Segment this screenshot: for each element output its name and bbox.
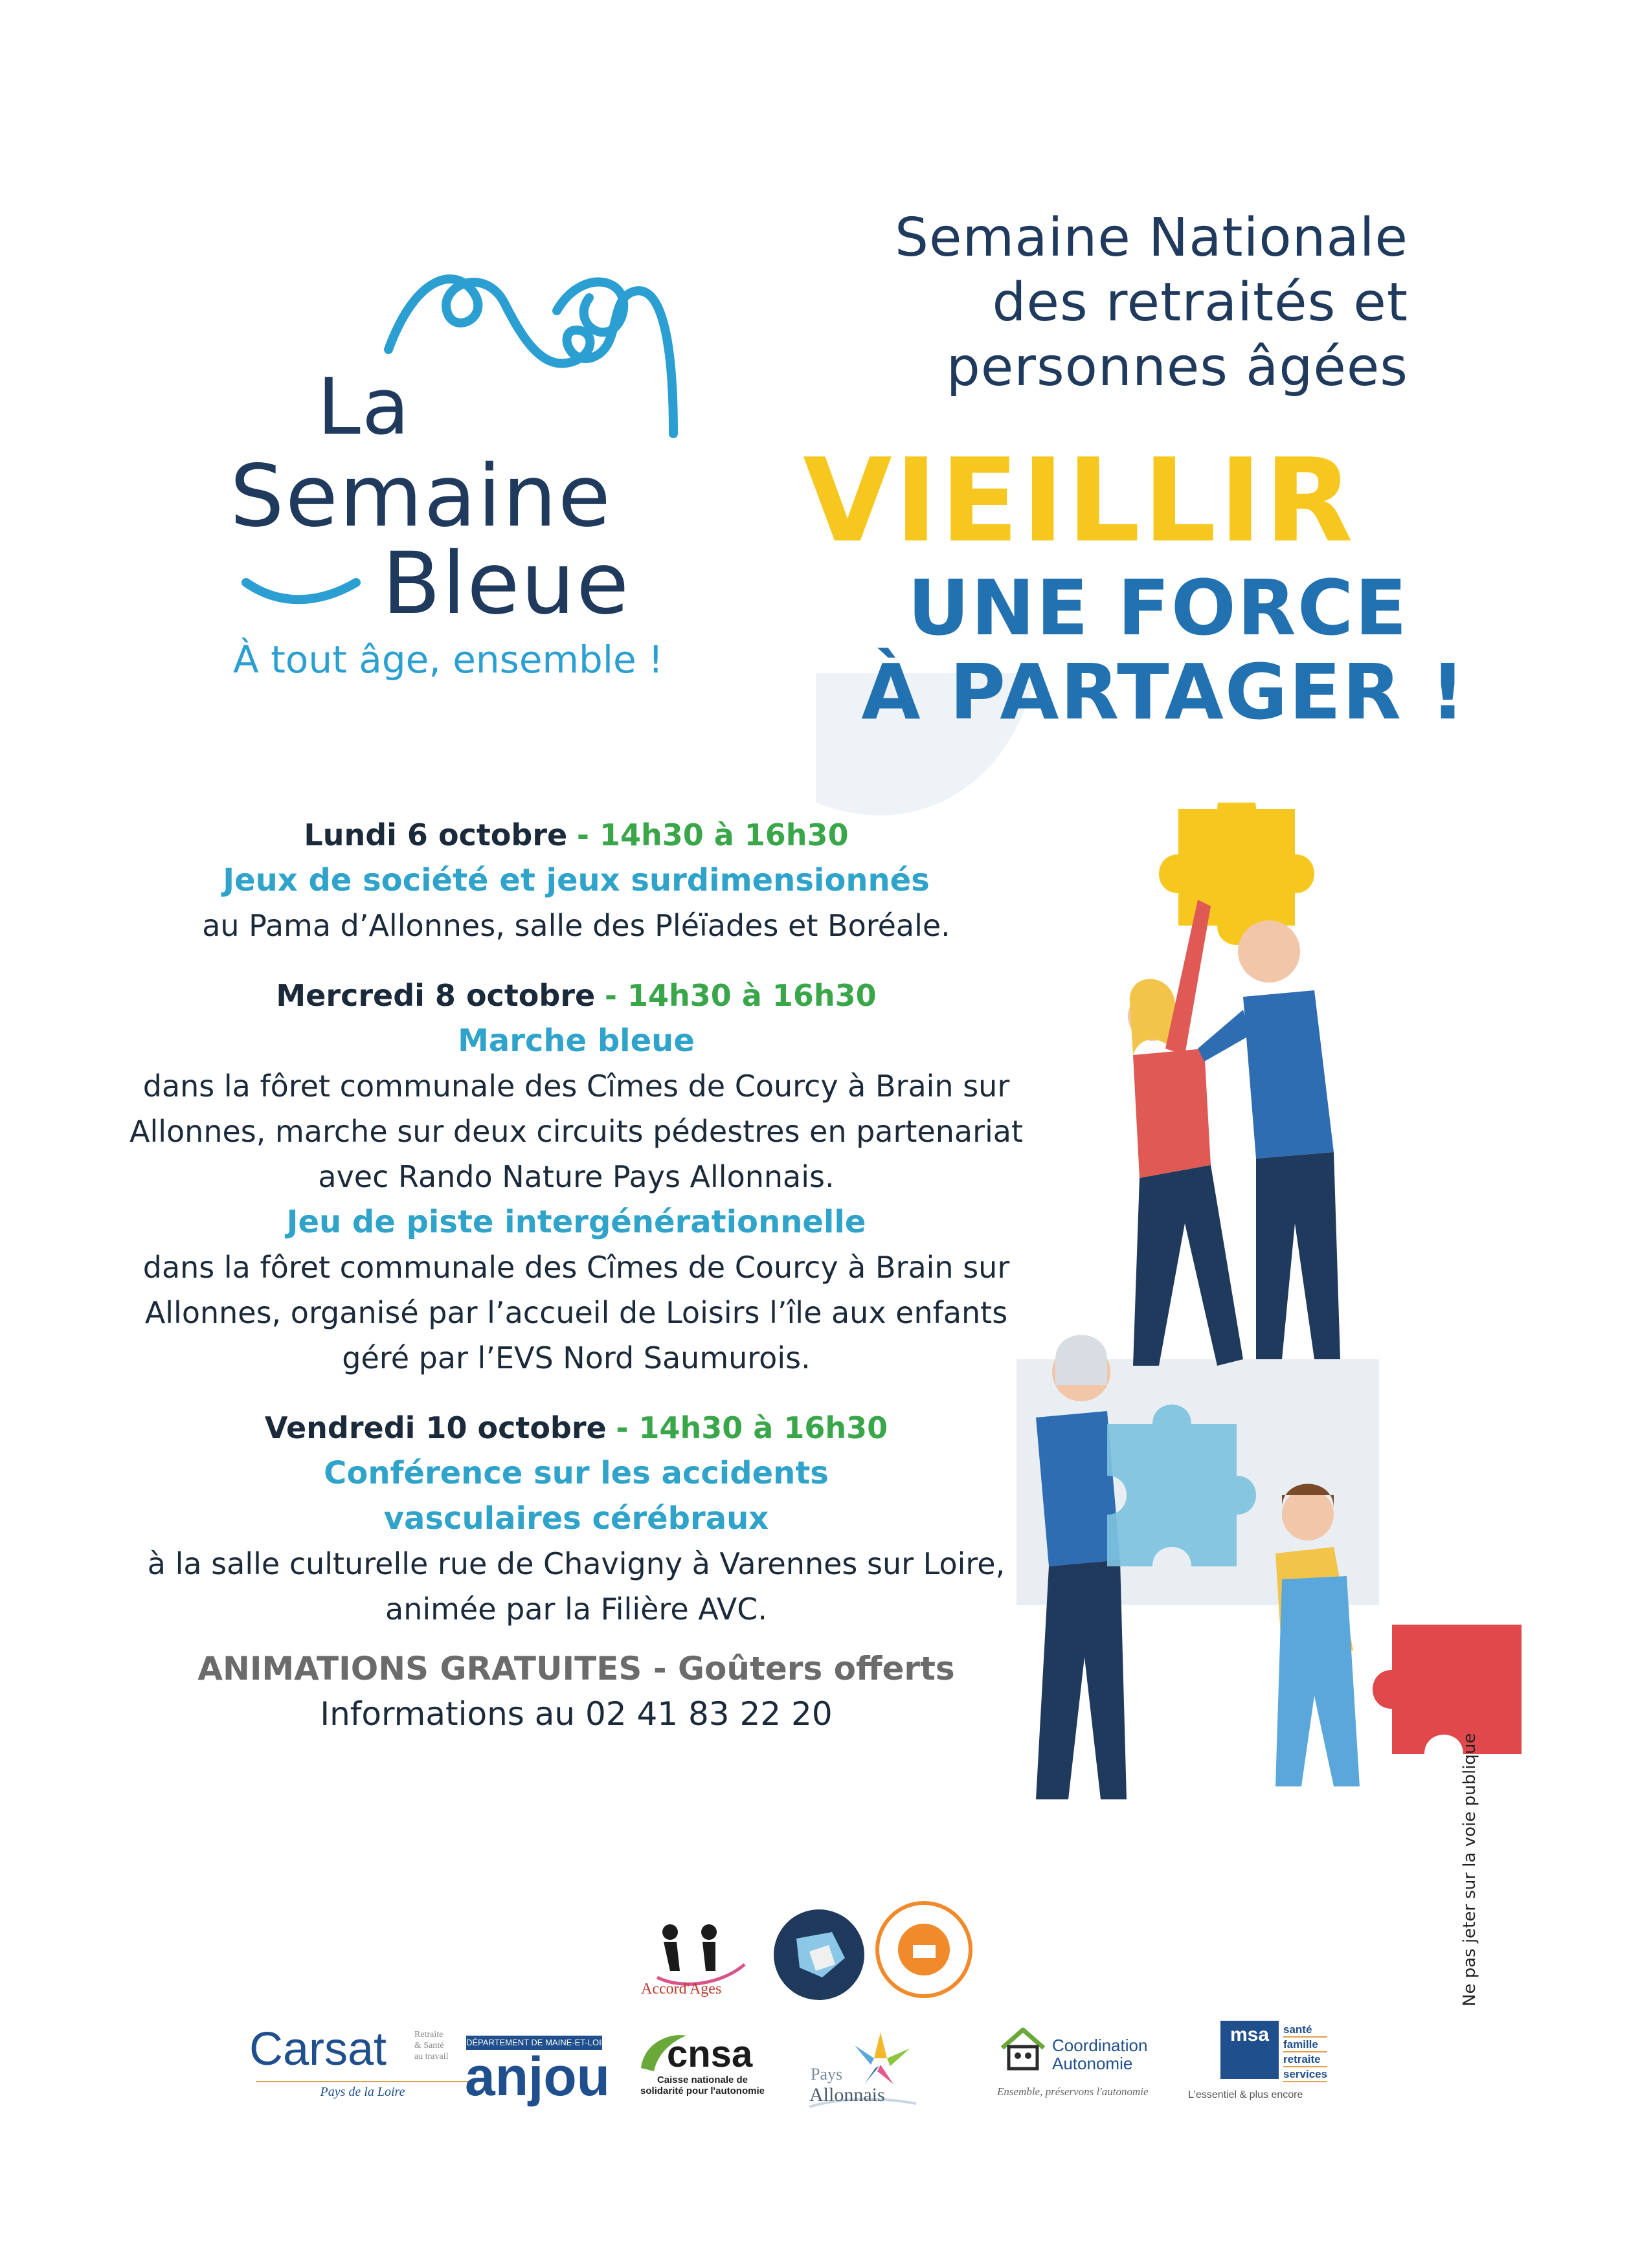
friday-event-line: vasculaires cérébraux <box>383 1500 769 1537</box>
wednesday-desc1-line: dans la fôret communale des Cîmes de Courcy à Brain sur <box>142 1069 1010 1104</box>
wednesday-heading <box>104 973 1049 1018</box>
anjou-logo-name: anjou <box>465 2046 610 2107</box>
friday-desc-line: animée par la Filière AVC. <box>385 1592 767 1627</box>
national-week-title-line-1: Semaine Nationale <box>894 207 1408 269</box>
msa-logo-box: msa <box>1220 2021 1279 2079</box>
yellow-puzzle-piece <box>1159 803 1314 945</box>
cnsa-subtitle-line: solidarité pour l'autonomie <box>640 2085 765 2096</box>
carsat-tag-line: & Santé <box>414 2041 444 2051</box>
msa-word: services <box>1283 2067 1327 2082</box>
carsat-region: Pays de la Loire <box>256 2081 469 2100</box>
coordination-house-icon <box>997 2026 1049 2071</box>
msa-tagline: L'essentiel & plus encore <box>1188 2089 1303 2100</box>
red-puzzle-piece <box>1373 1625 1522 1754</box>
logo-word-la: La <box>317 362 411 452</box>
free-animations-notice: ANIMATIONS GRATUITES - Goûters offerts <box>197 1650 955 1687</box>
monday-heading <box>104 812 1049 858</box>
slogan-vieillir: VIEILLIR <box>803 434 1356 568</box>
wednesday-event-jeu-de-piste: Jeu de piste intergénérationnelle <box>286 1204 866 1240</box>
info-phone: Informations au 02 41 83 22 20 <box>320 1695 833 1733</box>
wednesday-desc2-line: dans la fôret communale des Cîmes de Courcy à Brain sur <box>142 1250 1010 1285</box>
wednesday-event-marche: Marche bleue <box>458 1023 695 1059</box>
national-week-title-line-2: des retraités et <box>992 272 1408 333</box>
cnsa-logo-name: cnsa <box>667 2033 753 2075</box>
logo-word-bleue: Bleue <box>382 534 631 634</box>
accord-ages-label: Accord'Ages <box>641 1981 722 1997</box>
msa-word: retraite <box>1283 2052 1327 2067</box>
carsat-tagline <box>414 2029 473 2062</box>
wednesday-desc1-line: avec Rando Nature Pays Allonnais. <box>318 1159 835 1194</box>
wednesday-desc1-line: Allonnes, marche sur deux circuits pédestres en partenariat <box>129 1114 1023 1149</box>
friday-heading <box>104 1405 1049 1451</box>
coordination-line-1: Coordination <box>1052 2036 1148 2055</box>
friday-time: - 14h30 à 16h30 <box>616 1410 888 1445</box>
monday-desc: au Pama d’Allonnes, salle des Pléïades et Boréale. <box>202 908 950 943</box>
pays-allonnais-line-2: Allonnais <box>809 2084 885 2106</box>
map-round-logo <box>770 1906 868 2003</box>
carsat-tag-line: Retraite <box>414 2030 444 2040</box>
semaine-bleue-ribbon-logo <box>376 239 686 440</box>
monday-day: Lundi 6 octobre <box>304 817 568 852</box>
logo-tagline: À tout âge, ensemble ! <box>233 638 664 682</box>
logo-word-semaine: Semaine <box>230 447 612 546</box>
carsat-logo-name: Carsat <box>249 2023 387 2075</box>
msa-words <box>1283 2023 1327 2082</box>
coordination-line-2: Autonomie <box>1052 2054 1133 2073</box>
cnsa-subtitle <box>638 2074 767 2096</box>
side-notice-text: Ne pas jeter sur la voie publique <box>1460 1733 1479 2007</box>
friday-day: Vendredi 10 octobre <box>264 1410 607 1445</box>
orange-round-stamp-logo <box>874 1900 974 2000</box>
wednesday-time: - 14h30 à 16h30 <box>604 978 877 1013</box>
msa-word: famille <box>1283 2038 1327 2052</box>
coordination-tagline: Ensemble, préservons l'autonomie <box>997 2085 1149 2098</box>
slogan-a-partager: À PARTAGER ! <box>861 647 1466 737</box>
blue-puzzle-piece <box>1107 1405 1256 1566</box>
msa-word: santé <box>1283 2023 1327 2038</box>
woman-figure <box>1128 900 1243 1366</box>
friday-desc-line: à la salle culturelle rue de Chavigny à Varennes sur Loire, <box>147 1546 1005 1581</box>
program-section <box>104 812 1049 1737</box>
monday-event: Jeux de société et jeux surdimensionnés <box>223 862 930 898</box>
carsat-tag-line: au travail <box>414 2052 449 2062</box>
monday-time: - 14h30 à 16h30 <box>576 817 849 852</box>
slogan-une-force: UNE FORCE <box>907 563 1408 652</box>
puzzle-people-illustration <box>1010 803 1528 1838</box>
logo-smile-dash <box>240 570 363 615</box>
wednesday-day: Mercredi 8 octobre <box>276 978 596 1013</box>
wednesday-desc2-line: Allonnes, organisé par l’accueil de Loisirs l’île aux enfants <box>144 1295 1008 1330</box>
anjou-department-banner: DÉPARTEMENT DE MAINE-ET-LOIRE <box>466 2036 602 2050</box>
cnsa-subtitle-line: Caisse nationale de <box>657 2074 748 2085</box>
wednesday-desc2-line: géré par l’EVS Nord Saumurois. <box>342 1340 811 1375</box>
pays-allonnais-line-1: Pays <box>811 2065 843 2084</box>
national-week-title-line-3: personnes âgées <box>946 337 1408 398</box>
friday-event-line: Conférence sur les accidents <box>324 1455 829 1491</box>
